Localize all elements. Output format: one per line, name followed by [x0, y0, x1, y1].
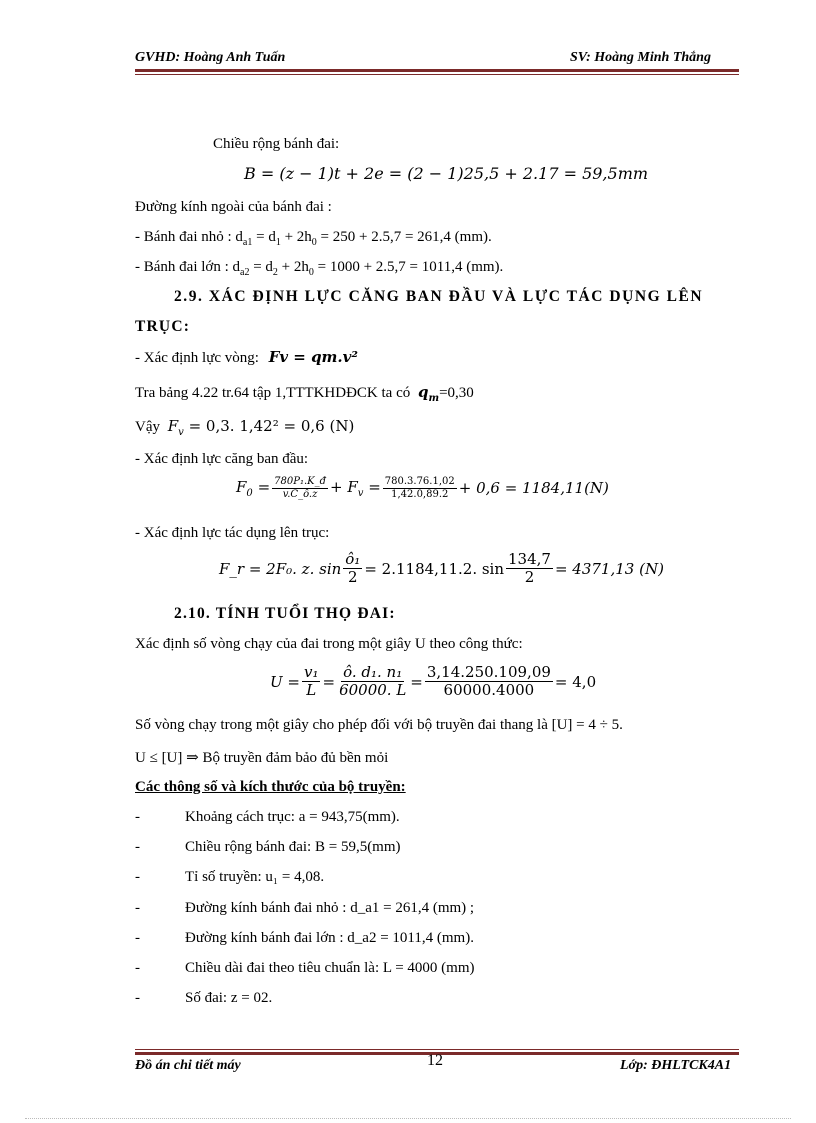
small-pulley-sub2: 1: [275, 237, 281, 248]
table-lookup-line: [135, 383, 474, 404]
table-lookup-text: Tra bảng 4.22 tr.64 tập 1,TTTKHDĐCK ta có: [135, 385, 411, 401]
u-result: = 4,0: [554, 672, 597, 691]
u-frac1: [302, 664, 321, 700]
header-rule-thin: [135, 74, 739, 75]
small-pulley-sub: a1: [242, 237, 253, 248]
f0-frac2-num: 780.3.76.1,02: [384, 476, 455, 487]
param-belt-length: Chiều dài đai theo tiêu chuẩn là: L = 4000 (mm): [185, 960, 475, 976]
params-title: Các thông số và kích thước của bộ truyền:: [135, 779, 406, 795]
header-rule: [135, 69, 739, 72]
fr-frac1-num: ô₁: [345, 550, 361, 568]
so-equation: = 0,3. 1,42² = 0,6 (N): [183, 417, 355, 435]
large-pulley-sub: a2: [240, 267, 250, 278]
section-2-10-heading: 2.10. TÍNH TUỔI THỌ ĐAI:: [174, 605, 396, 622]
fr-frac1-den: 2: [348, 568, 358, 587]
u-lhs: U =: [270, 672, 300, 691]
f0-frac1: [272, 476, 328, 500]
belt-width-equation: B = (z − 1)t + 2e = (2 − 1)25,5 + 2.17 = 59,5mm: [244, 164, 649, 183]
outer-diameter-label: Đường kính ngoài của bánh đai :: [135, 199, 332, 215]
fv-symbol: $F_v$: [167, 417, 184, 438]
u-frac2-num: ô. d₁. n₁: [343, 663, 403, 681]
fr-frac2: [506, 551, 553, 587]
f0-frac1-num: 780P₁.K_đ: [274, 476, 327, 487]
belt-width-label: Chiều rộng bánh đai:: [213, 136, 340, 152]
f0-result: + 0,6 = 1184,11(N): [458, 479, 609, 497]
cycles-label: Xác định số vòng chạy của đai trong một giây U theo công thức:: [135, 636, 523, 652]
f0-equation: [236, 476, 609, 500]
f0-frac2-den: 1,42.0,89.2: [391, 488, 449, 500]
fr-frac2-den: 2: [524, 568, 535, 587]
fr-lhs: F_r = 2F₀. z. sin: [219, 559, 342, 578]
footer-rule-thin: [135, 1049, 739, 1050]
param-belt-width: Chiều rộng bánh đai: B = 59,5(mm): [185, 839, 401, 855]
param-small-diameter: Đường kính bánh đai nhỏ : d_a1 = 261,4 (mm) ;: [185, 900, 475, 916]
large-pulley-line: [135, 259, 503, 278]
fr-result: = 4371,13 (N): [554, 559, 664, 578]
centrifugal-equation: Fv = qm.v²: [268, 348, 358, 366]
fr-equation: [219, 551, 664, 587]
section-2-9-heading-cont: TRỤC:: [135, 318, 191, 335]
large-pulley-post: + 2h: [277, 259, 309, 275]
f0-frac1-den: v.C_ô.z: [282, 488, 318, 500]
list-dash: -: [135, 900, 140, 916]
centrifugal-label: - Xác định lực vòng:: [135, 350, 259, 366]
initial-tension-label: - Xác định lực căng ban đầu:: [135, 451, 309, 467]
small-pulley-mid: = d: [252, 229, 276, 245]
conclusion: U ≤ [U] ⇒ Bộ truyền đảm bảo đủ bền mỏi: [135, 750, 389, 766]
u-frac1-num: v₁: [303, 663, 319, 681]
param-center-distance: Khoảng cách trục: a = 943,75(mm).: [185, 809, 400, 825]
f0-frac2: [383, 476, 457, 500]
u-frac2: [337, 664, 408, 700]
large-pulley-pre: - Bánh đai lớn : d: [135, 259, 240, 275]
list-dash: -: [135, 869, 140, 885]
f0-plus-fv: + $F_v$ =: [330, 477, 381, 499]
allowed-cycles: Số vòng chạy trong một giây cho phép đối với bộ truyền đai thang là [U] = 4 ÷ 5.: [135, 717, 623, 733]
list-dash: -: [135, 990, 140, 1006]
so-label: Vậy: [135, 419, 160, 435]
param-ratio: Tỉ số truyền: u₁ = 4,08.: [185, 869, 325, 885]
section-2-9-heading: 2.9. XÁC ĐỊNH LỰC CĂNG BAN ĐẦU VÀ LỰC TÁC DỤNG LÊN: [174, 288, 704, 305]
fr-mid: = 2.1184,11.2. sin: [364, 559, 505, 578]
u-frac2-den: 60000. L: [339, 681, 407, 700]
fr-frac2-num: 134,7: [508, 550, 551, 568]
centrifugal-line: [135, 348, 358, 367]
small-pulley-line: [135, 229, 492, 248]
header-left: GVHD: Hoàng Anh Tuấn: [135, 50, 286, 65]
list-dash: -: [135, 930, 140, 946]
u-frac1-den: L: [306, 681, 317, 700]
small-pulley-post: + 2h: [280, 229, 312, 245]
page-bottom-dotted-line: [25, 1118, 791, 1119]
header-right: SV: Hoàng Minh Thắng: [570, 50, 711, 65]
f0-lhs: $F_0$ =: [236, 477, 271, 499]
fr-frac1: [343, 551, 362, 587]
footer-right: Lớp: ĐHLTCK4A1: [620, 1058, 732, 1073]
param-large-diameter: Đường kính bánh đai lớn : d_a2 = 1011,4 (mm).: [185, 930, 474, 946]
u-equation: U = $\frac{\text{v₁}}{L}$ = $\frac{\text{ô. d₁. n₁}}{60000. L}$ = $\frac{3,14.250.109,09}{60000.4000}$ = 4,0: [270, 663, 597, 700]
large-pulley-mid: = d: [249, 259, 273, 275]
so-line: [135, 417, 354, 438]
footer-left: Đồ án chi tiết máy: [135, 1058, 241, 1073]
qm-symbol: $q_m$: [418, 383, 440, 404]
page-number: 12: [427, 1052, 443, 1069]
u-frac3: [425, 664, 553, 700]
list-dash: -: [135, 839, 140, 855]
small-pulley-end: = 250 + 2.5,7 = 261,4 (mm).: [316, 229, 492, 245]
list-dash: -: [135, 809, 140, 825]
qm-value: =0,30: [439, 385, 474, 401]
large-pulley-sub3: 0: [308, 267, 314, 278]
small-pulley-sub3: 0: [311, 237, 317, 248]
u-frac3-den: 60000.4000: [443, 681, 535, 700]
small-pulley-pre: - Bánh đai nhỏ : d: [135, 229, 243, 245]
list-dash: -: [135, 960, 140, 976]
u-frac3-num: 3,14.250.109,09: [426, 663, 551, 681]
param-belt-count: Số đai: z = 02.: [185, 990, 273, 1006]
shaft-force-label: - Xác định lực tác dụng lên trục:: [135, 525, 330, 541]
large-pulley-end: = 1000 + 2.5,7 = 1011,4 (mm).: [313, 259, 504, 275]
large-pulley-sub2: 2: [272, 267, 278, 278]
